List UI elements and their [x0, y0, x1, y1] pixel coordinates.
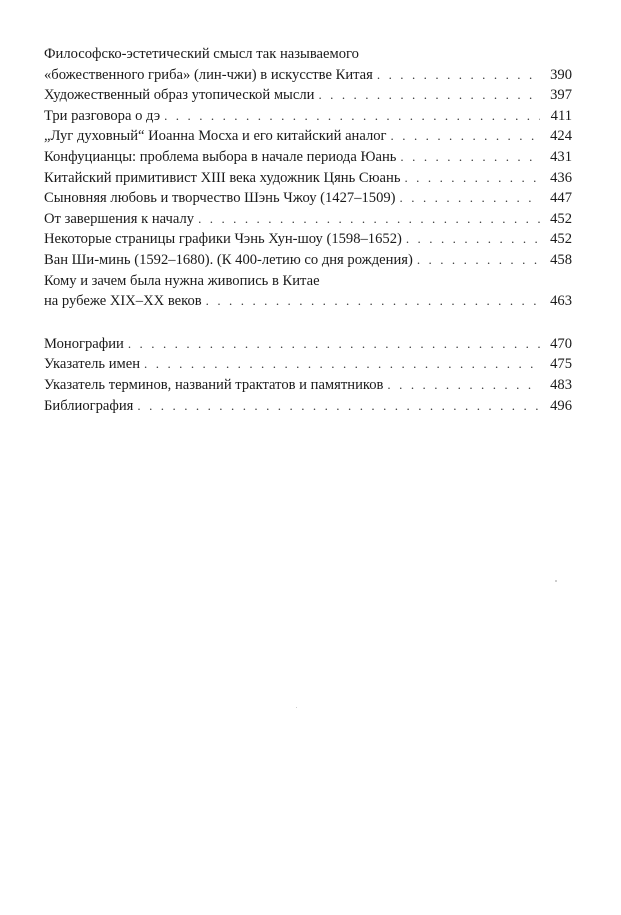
toc-entry-page: 436 — [550, 169, 572, 186]
toc-entry-title: „Луг духовный“ Иоанна Мосха и его китайский аналог — [44, 128, 387, 145]
toc-entry[interactable] — [44, 85, 572, 106]
toc-entry[interactable] — [44, 229, 572, 250]
toc-entry-title: Китайский примитивист XIII века художник Цянь Сюань — [44, 169, 401, 186]
toc-entry[interactable] — [44, 209, 572, 230]
toc-entry[interactable] — [44, 354, 572, 375]
toc-entry-title: Библиография — [44, 397, 134, 414]
dot-leader — [377, 65, 540, 86]
toc-entry-title: От завершения к началу — [44, 210, 195, 227]
toc-entry-page: 411 — [550, 107, 572, 124]
toc-entry[interactable] — [44, 271, 572, 312]
toc-entry-title: Некоторые страницы графики Чэнь Хун-шоу (1598–1652) — [44, 231, 402, 248]
dot-leader — [391, 126, 540, 147]
dot-leader — [206, 291, 540, 312]
toc-entry-page: 447 — [550, 190, 572, 207]
toc-entry[interactable] — [44, 375, 572, 396]
toc-entry-title: Сыновняя любовь и творчество Шэнь Чжоу (1427–1509) — [44, 190, 396, 207]
section-spacer — [44, 312, 572, 334]
dot-leader — [400, 147, 540, 168]
toc-entry[interactable] — [44, 168, 572, 189]
table-of-contents-page — [44, 44, 572, 416]
toc-entry-title: Указатель терминов, названий трактатов и памятников — [44, 376, 384, 393]
toc-entry-page: 452 — [550, 231, 572, 248]
toc-entry[interactable] — [44, 106, 572, 127]
toc-entry-title: Ван Ши-минь (1592–1680). (К 400-летию со дня рождения) — [44, 251, 413, 268]
toc-entry-page: 390 — [550, 66, 572, 83]
toc-entry-title: Указатель имен — [44, 356, 141, 373]
toc-entry-title: Конфуцианцы: проблема выбора в начале периода Юань — [44, 148, 397, 165]
dot-leader — [164, 106, 540, 127]
toc-entry-title: «божественного гриба» (лин-чжи) в искусстве Китая — [44, 66, 373, 83]
toc-entry-page: 397 — [550, 87, 572, 104]
toc-entry-page: 496 — [550, 397, 572, 414]
dot-leader — [406, 229, 540, 250]
toc-entry-title: Монографии — [44, 335, 124, 352]
dot-leader — [144, 354, 540, 375]
toc-entry-title: на рубеже XIX–XX веков — [44, 293, 202, 310]
toc-entry-page: 463 — [550, 293, 572, 310]
dot-leader — [387, 375, 540, 396]
toc-entry[interactable] — [44, 250, 572, 271]
toc-entry-page: 470 — [550, 335, 572, 352]
dot-leader — [400, 188, 540, 209]
toc-entry-page: 424 — [550, 128, 572, 145]
dot-leader — [404, 168, 540, 189]
toc-entry[interactable] — [44, 188, 572, 209]
toc-entry[interactable] — [44, 396, 572, 417]
toc-entry-title-line1: Философско-эстетический смысл так называемого — [44, 46, 359, 62]
toc-entry-title: Художественный образ утопической мысли — [44, 87, 315, 104]
toc-entry-page: 475 — [550, 356, 572, 373]
toc-section-articles — [44, 44, 572, 312]
toc-entry-page: 483 — [550, 376, 572, 393]
toc-entry-title: Три разговора о дэ — [44, 107, 161, 124]
toc-entry[interactable] — [44, 126, 572, 147]
paper-speck — [555, 580, 557, 582]
toc-entry-page: 452 — [550, 210, 572, 227]
toc-entry[interactable] — [44, 44, 572, 85]
dot-leader — [198, 209, 540, 230]
dot-leader — [318, 85, 540, 106]
toc-entry[interactable] — [44, 147, 572, 168]
dot-leader — [128, 334, 540, 355]
toc-entry-page: 458 — [550, 251, 572, 268]
toc-entry-page: 431 — [550, 148, 572, 165]
toc-entry[interactable] — [44, 334, 572, 355]
dot-leader — [417, 250, 540, 271]
toc-section-appendix — [44, 334, 572, 416]
toc-entry-title-line1: Кому и зачем была нужна живопись в Китае — [44, 272, 320, 289]
dot-leader — [137, 396, 540, 417]
paper-speck — [296, 707, 297, 708]
